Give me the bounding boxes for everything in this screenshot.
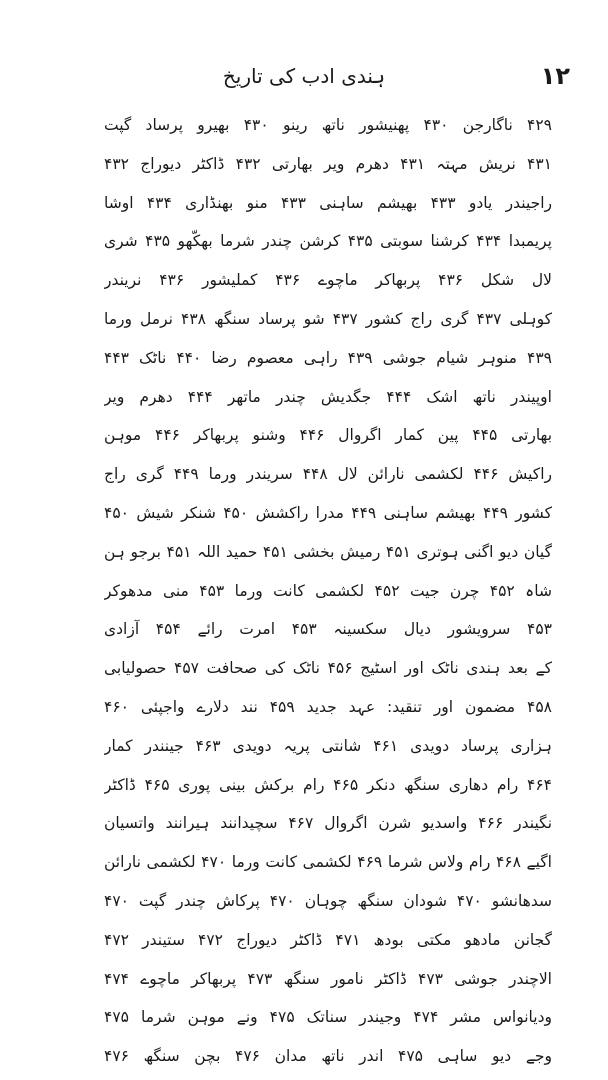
text-line: نگیندر ۴۶۶ واسدیو شرن اگروال ۴۶۷ سچیدانند ہیرانند واتسیان [104,814,552,833]
text-line: پریمبدا ۴۳۴ کرشنا سوبتی ۴۳۵ کرشن چندر شرما بھکّھو ۴۳۵ شری [104,232,552,251]
text-line: ۴۵۸ مضمون اور تنقید: عہد جدید ۴۵۹ نند دلارے واجپئی ۴۶۰ [104,697,552,716]
text-line: ۴۳۹ منوہر شیام جوشی ۴۳۹ راہی معصوم رضا ۴۴۰ ناٹک ۴۴۳ [104,348,552,367]
text-line: وجے دیو ساہی ۴۷۵ اندر ناتھ مدان ۴۷۶ بچن سنگھ ۴۷۶ [104,1047,552,1066]
text-line: ہزاری پرساد دویدی ۴۶۱ شانتی پریہ دویدی ۴۶۳ جینندر کمار [104,736,552,755]
text-line: سدھانشو ۴۷۰ شودان سنگھ چوہان ۴۷۰ پرکاش چندر گپت ۴۷۰ [104,891,552,910]
text-line: لال شکل ۴۳۶ پربھاکر ماچوے ۴۳۶ کملیشور ۴۳۶ نریندر [104,271,552,290]
text-line: ودیانواس مشر ۴۷۴ وجیندر سناتک ۴۷۵ ونے موہن شرما ۴۷۵ [104,1008,552,1027]
text-line: کے بعد ہندی ناٹک اور اسٹیج ۴۵۶ ناٹک کی صحافت ۴۵۷ حصولیابی [104,659,552,678]
text-line: راجیندر یادو ۴۳۳ بھیشم ساہنی ۴۳۳ منو بھنڈاری ۴۳۴ اوشا [104,193,552,212]
text-line: راکیش ۴۴۶ لکشمی نارائن لال ۴۴۸ سریندر ورما ۴۴۹ گری راج [104,465,552,484]
text-line: ۴۳۱ نریش مہتہ ۴۳۱ دھرم ویر بھارتی ۴۳۲ ڈاکٹر دیوراج ۴۳۲ [104,154,552,173]
page-number: ۱۲ [540,62,570,90]
text-line: گیان دیو اگنی ہوتری ۴۵۱ رمیش بخشی ۴۵۱ حمید اللہ ۴۵۱ برجو ہن [104,542,552,561]
page-title: ہندی ادب کی تاریخ [222,64,386,88]
text-line: گجانن مادھو مکتی بودھ ۴۷۱ ڈاکٹر دیوراج ۴۷۲ ستیندر ۴۷۲ [104,930,552,949]
text-line: اگیے ۴۶۸ رام ولاس شرما ۴۶۹ لکشمی کانت ورما ۴۷۰ لکشمی نارائن [104,853,552,872]
text-line: شاہ ۴۵۲ چرن جیت ۴۵۲ لکشمی کانت ورما ۴۵۳ منی مدھوکر [104,581,552,600]
text-line: کوہلی ۴۳۷ گری راج کشور ۴۳۷ شو پرساد سنگھ ۴۳۸ نرمل ورما [104,309,552,328]
text-line: ۴۵۳ سرویشور دیال سکسینہ ۴۵۳ امرت رائے ۴۵۴ آزادی [104,620,552,639]
text-line: کشور ۴۴۹ بھیشم ساہنی ۴۴۹ مدرا راکشش ۴۵۰ شنکر شیش ۴۵۰ [104,503,552,522]
text-line: الاچندر جوشی ۴۷۳ ڈاکٹر نامور سنگھ ۴۷۳ پربھاکر ماچوے ۴۷۴ [104,969,552,988]
index-text-block [104,106,552,1076]
text-line: ۴۶۴ رام دھاری سنگھ دنکر ۴۶۵ رام برکش بینی پوری ۴۶۵ ڈاکٹر [104,775,552,794]
text-line: بھارتی ۴۴۵ پین کمار اگروال ۴۴۶ وشنو پربھاکر ۴۴۶ موہن [104,426,552,445]
text-line: اوپیندر ناتھ اشک ۴۴۴ جگدیش چندر ماتھر ۴۴۴ دھرم ویر [104,387,552,406]
text-line: ۴۲۹ ناگارجن ۴۳۰ پھنیشور ناتھ رینو ۴۳۰ بھیرو پرساد گپت [104,116,552,134]
